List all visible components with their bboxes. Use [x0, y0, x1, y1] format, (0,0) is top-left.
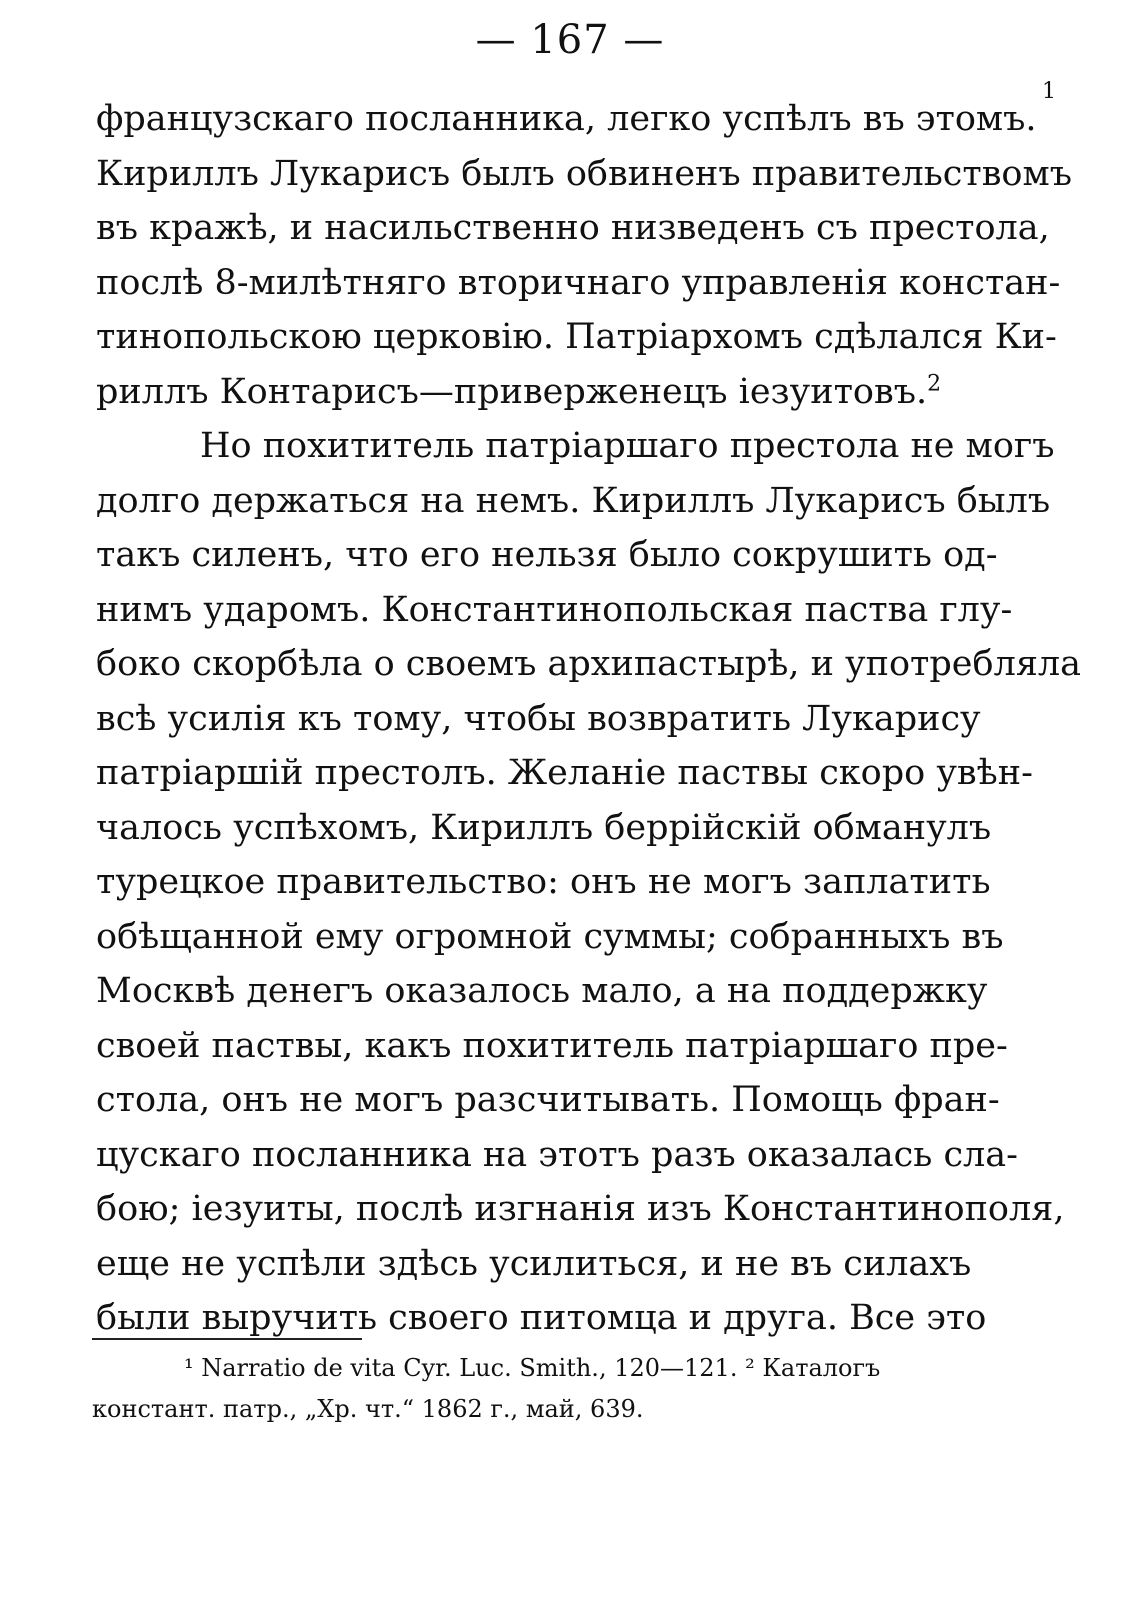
text-line — [96, 1182, 1065, 1237]
footnotes — [92, 1348, 1012, 1430]
line-text: чалось успѣхомъ, Кириллъ беррійскій обманулъ — [96, 807, 992, 848]
line-text: такъ силенъ, что его нельзя было сокрушить од- — [96, 535, 998, 575]
text-line — [96, 910, 1056, 965]
line-text: своей паствы, какъ похититель патріаршаго пре- — [96, 1025, 1008, 1066]
line-text: долго держаться на немъ. Кириллъ Лукарисъ былъ — [96, 480, 1051, 521]
line-text: бою; іезуиты, послѣ изгнанія изъ Константинополя, — [96, 1189, 1065, 1229]
text-line — [96, 583, 1056, 638]
line-text: Но похититель патріаршаго престола не могъ — [200, 426, 1055, 466]
text-line — [96, 147, 1073, 202]
line-text: цускаго посланника на этотъ разъ оказалась сла- — [96, 1134, 1018, 1175]
line-text: были выручить своего питомца и друга. Все это — [96, 1298, 987, 1338]
text-line — [96, 1073, 1056, 1128]
line-text: обѣщанной ему огромной суммы; собранныхъ въ — [96, 916, 1004, 957]
body-text — [96, 79, 1082, 1346]
text-line — [96, 256, 1061, 311]
line-text: Кириллъ Лукарисъ былъ обвиненъ правительствомъ — [96, 153, 1073, 194]
line-text: въ кражѣ, и насильственно низведенъ съ престола, — [96, 208, 1050, 248]
line-text: тинопольскою церковію. Патріархомъ сдѣлался Ки- — [96, 317, 1057, 357]
text-line — [96, 1019, 1056, 1074]
text-line — [96, 365, 1056, 420]
footnote-line: констант. патр., „Хр. чт.“ 1862 г., май, 639. — [92, 1395, 644, 1423]
text-line — [96, 528, 1056, 583]
text-line — [96, 474, 1056, 529]
text-line — [96, 1128, 1056, 1183]
text-line — [96, 855, 1056, 910]
text-line — [96, 964, 1056, 1019]
text-line — [96, 801, 1056, 856]
text-line — [96, 201, 1056, 256]
line-text: Москвѣ денегъ оказалось мало, а на поддержку — [96, 971, 988, 1011]
text-line — [96, 692, 1056, 747]
line-text: стола, онъ не могъ разсчитывать. Помощь фран- — [96, 1080, 1000, 1120]
footnote-marker: 2 — [927, 370, 942, 396]
text-line — [96, 746, 1056, 801]
line-text: патріаршій престолъ. Желаніе паствы скоро увѣн- — [96, 753, 1033, 793]
line-text: нимъ ударомъ. Константинопольская паства глу- — [96, 589, 1013, 630]
text-line — [96, 79, 1056, 147]
footnote-line: ¹ Narratio de vita Cyr. Luc. Smith., 120—121. ² Каталогъ — [184, 1354, 881, 1382]
line-text: еще не успѣли здѣсь усилиться, и не въ силахъ — [96, 1243, 972, 1284]
line-text: боко скорбѣла о своемъ архипастырѣ, и употребляла — [96, 644, 1082, 684]
text-line — [96, 310, 1056, 365]
line-text: турецкое правительство: онъ не могъ заплатить — [96, 862, 991, 902]
line-text: всѣ усилія къ тому, чтобы возвратить Лукарису — [96, 698, 981, 739]
line-text: риллъ Контарисъ—приверженецъ іезуитовъ. — [96, 371, 928, 412]
line-text: французскаго посланника, легко успѣлъ въ этомъ. — [96, 99, 1037, 139]
footnote-marker: 1 — [1042, 79, 1056, 104]
line-text: послѣ 8-милѣтняго вторичнаго управленія констан- — [96, 262, 1061, 303]
text-line — [96, 419, 1056, 474]
page-number: — 167 — — [475, 17, 665, 63]
footnote-divider — [92, 1338, 362, 1340]
text-line — [96, 1237, 1056, 1292]
text-line — [96, 637, 1082, 692]
